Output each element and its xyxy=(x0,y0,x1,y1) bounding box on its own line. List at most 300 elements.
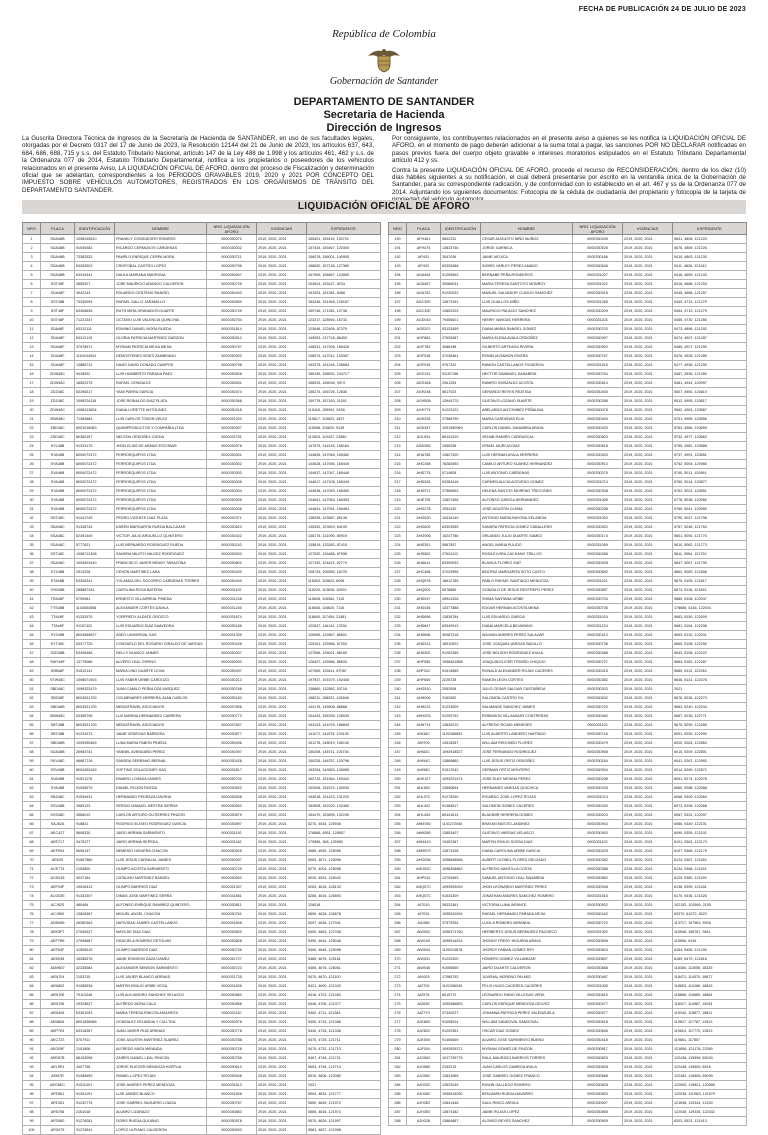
table-cell: SYA48B xyxy=(41,784,75,793)
table-cell: AHQ07C xyxy=(407,883,441,892)
table-cell: 112815, 110437, 23580 xyxy=(307,433,381,442)
table-cell: 144638, 147049, 165450 xyxy=(307,487,381,496)
table-cell: AGC32E xyxy=(407,298,441,307)
table-cell: 203 xyxy=(389,352,407,361)
table-row xyxy=(23,793,381,802)
table-cell: 7 xyxy=(23,289,41,298)
table-cell: AIW002 xyxy=(407,928,441,937)
table-cell: 63306341 xyxy=(75,577,115,586)
table-cell: 6087, 5331, 122097 xyxy=(673,811,747,820)
table-cell: 0000330618 xyxy=(573,1018,623,1027)
table-cell: AHG630 xyxy=(407,514,441,523)
table-cell: 245 xyxy=(389,730,407,739)
table-row xyxy=(23,1099,381,1108)
table-row xyxy=(23,658,381,667)
table-cell: 0000332817 xyxy=(207,766,257,775)
table-cell: 144617, 147108, 165449 xyxy=(307,478,381,487)
table-cell: 13515287 xyxy=(441,739,481,748)
table-cell: AGH508 xyxy=(407,397,441,406)
table-cell: 91534309 xyxy=(441,892,481,901)
table-cell: 192 xyxy=(389,253,407,262)
table-cell: 2 xyxy=(23,244,41,253)
table-cell: SYA48B xyxy=(41,478,75,487)
table-cell: 2019, 2020, 2021 xyxy=(623,1027,673,1036)
table-row xyxy=(23,316,381,325)
table-cell: AIW031 xyxy=(407,955,441,964)
table-cell: AHL37C xyxy=(407,793,441,802)
table-cell: AGA467 xyxy=(407,280,441,289)
table-cell: 9 xyxy=(23,307,41,316)
table-cell: 208 xyxy=(389,397,407,406)
table-row xyxy=(23,424,381,433)
table-row xyxy=(389,343,747,352)
table-cell: JOSE NELSON RODRIGUEZ AYALA xyxy=(481,649,573,658)
table-cell: 125055, 122567, 85601 xyxy=(307,631,381,640)
table-row xyxy=(23,352,381,361)
table-cell: 0000330397 xyxy=(207,856,257,865)
table-cell: 67 xyxy=(23,829,41,838)
table-row xyxy=(23,406,381,415)
table-cell: 0000330831 xyxy=(207,379,257,388)
table-cell: SSA48C xyxy=(41,541,75,550)
table-cell: 5570, 4828, 121997 xyxy=(307,1117,381,1126)
table-cell: 0000330948 xyxy=(573,883,623,892)
table-cell: 4 xyxy=(23,262,41,271)
table-cell: 0000332371 xyxy=(207,514,257,523)
table-cell: 2019, 2020, 2021 xyxy=(257,460,307,469)
table-cell: EDWING DANIEL MORA RUEDA xyxy=(115,325,207,334)
table-cell: 24 xyxy=(23,442,41,451)
table-row xyxy=(389,937,747,946)
table-cell: ERNESTO VILLARREAL PINEDA xyxy=(115,595,207,604)
table-row xyxy=(23,532,381,541)
table-cell: ALFREDO MATA MIRANDA xyxy=(115,1045,207,1054)
table-cell: 0000331110 xyxy=(207,1009,257,1018)
table-cell: 202 xyxy=(389,343,407,352)
table-cell: AGH248 xyxy=(407,388,441,397)
table-cell: 18502375 xyxy=(75,379,115,388)
table-cell: LUIS BERNARDO RODRIGUEZ RUEDA xyxy=(115,541,207,550)
table-cell: 63385798 xyxy=(75,712,115,721)
column-header: IDENTIFICACIÓN xyxy=(441,223,481,235)
table-row xyxy=(389,613,747,622)
table-cell: 90 xyxy=(23,1036,41,1045)
table-row xyxy=(389,1054,747,1063)
table-row xyxy=(23,694,381,703)
table-cell: 234 xyxy=(389,631,407,640)
table-row xyxy=(389,883,747,892)
table-cell: 154018, 151423, 131220 xyxy=(307,793,381,802)
table-cell: 0000330978 xyxy=(207,1018,257,1027)
table-cell: 2019, 2020, 2021 xyxy=(257,478,307,487)
table-cell: AHG906 xyxy=(407,532,441,541)
table-cell: AEF094 xyxy=(41,847,75,856)
table-cell: 138860, 132582, 93718 xyxy=(307,685,381,694)
table-cell: 279 xyxy=(389,1036,407,1045)
table-cell: 2019, 2020, 2021 xyxy=(623,937,673,946)
table-row xyxy=(389,253,747,262)
table-cell: AHD896 xyxy=(407,613,441,622)
table-cell: 6203, 5521, 121913 xyxy=(673,1117,747,1126)
table-row xyxy=(389,523,747,532)
table-cell: 0000330304 xyxy=(207,487,257,496)
table-cell: 0000330764 xyxy=(573,370,623,379)
table-row xyxy=(389,352,747,361)
table-cell: 6010, 5209, 122801 xyxy=(673,748,747,757)
table-cell: AHM780 xyxy=(407,820,441,829)
table-cell: SKV48C xyxy=(41,757,75,766)
table-row xyxy=(23,460,381,469)
table-row xyxy=(23,856,381,865)
table-cell: 247 xyxy=(389,748,407,757)
table-cell: 0000330877 xyxy=(207,730,257,739)
table-row xyxy=(389,865,747,874)
table-cell: 2019, 2020, 2021 xyxy=(257,1099,307,1108)
table-cell: MIGUEL ANGEL CHACON xyxy=(115,910,207,919)
table-cell: 2019, 2020, 2021 xyxy=(257,766,307,775)
table-cell: LOPEZ ULPIANO CALDERON xyxy=(115,1126,207,1135)
table-cell: 5776, 5038, 120980 xyxy=(673,496,747,505)
table-cell: CENON MARTINEZ LARA xyxy=(115,568,207,577)
table-cell: LUIS EDUARDO DIAZ SAAVEDRA xyxy=(115,622,207,631)
table-cell: 5445, 4688, 121257 xyxy=(673,289,747,298)
table-cell: 17085793 xyxy=(441,973,481,982)
table-cell: JAIRO ARRIMA SEPEDA xyxy=(115,838,207,847)
column-header: PLACA xyxy=(407,223,441,235)
table-cell: 162733, 151364, 153442 xyxy=(307,775,381,784)
table-cell: 26 xyxy=(23,460,41,469)
table-cell: JORGE ELIECER MENDOZA HORTUA xyxy=(115,1063,207,1072)
table-cell: CAROLINA ROSA BATERIA xyxy=(115,586,207,595)
table-cell: SERGIO MANUEL MESTRA SIERRA xyxy=(115,802,207,811)
table-cell: 91252285 xyxy=(441,649,481,658)
table-cell: 28 xyxy=(23,478,41,487)
table-cell: 1101272040 xyxy=(441,820,481,829)
table-cell: 136175, 131090, 80919 xyxy=(307,532,381,541)
table-cell: 2019, 2020, 2021 xyxy=(623,559,673,568)
table-cell: 2019, 2020, 2021 xyxy=(623,1081,673,1090)
table-cell: 5780, 5041, 120990 xyxy=(673,505,747,514)
table-cell: RAFAEL HERNANDO PARADA HEJIA xyxy=(481,910,573,919)
table-cell: 5811, 5064, 121792 xyxy=(673,550,747,559)
table-cell: 2019, 2020, 2021 xyxy=(257,1000,307,1009)
table-cell: 2019, 2020, 2021 xyxy=(623,694,673,703)
table-cell: LUIS HUMBERTO PARADA PAEZ xyxy=(115,370,207,379)
table-cell: 5790, 5047, 121798 xyxy=(673,514,747,523)
table-row xyxy=(23,1072,381,1081)
table-cell: 2019, 2020, 2021 xyxy=(623,532,673,541)
table-cell: 0000331095 xyxy=(573,496,623,505)
table-cell: 0000330943 xyxy=(573,820,623,829)
table-cell: ALFREDO MANTILLA COSTA xyxy=(481,865,573,874)
table-cell: 91056555 xyxy=(441,964,481,973)
table-row xyxy=(389,577,747,586)
table-cell: AEE87B xyxy=(41,1054,75,1063)
table-cell: 0000330754 xyxy=(207,316,257,325)
table-row xyxy=(23,1009,381,1018)
table-cell: 0000330862 xyxy=(573,874,623,883)
table-cell: 0000330422 xyxy=(207,532,257,541)
table-cell: 8000072472 xyxy=(75,469,115,478)
table-row xyxy=(389,289,747,298)
table-cell: 221 xyxy=(389,514,407,523)
table-cell: 286 xyxy=(389,1099,407,1108)
table-cell: 2054130 xyxy=(441,505,481,514)
table-cell: 0000330458 xyxy=(573,550,623,559)
table-cell: 0000330496 xyxy=(207,739,257,748)
table-cell: 77 xyxy=(23,919,41,928)
table-row xyxy=(389,748,747,757)
table-cell: 12 xyxy=(23,334,41,343)
table-cell: 0000330163 xyxy=(573,910,623,919)
table-row xyxy=(389,433,747,442)
table-row xyxy=(389,640,747,649)
table-cell: 2019, 2020, 2021 xyxy=(257,631,307,640)
table-cell: 0000330382 xyxy=(573,856,623,865)
table-cell: AHE705 xyxy=(407,496,441,505)
table-cell: 2019, 2020, 2021 xyxy=(623,856,673,865)
table-row xyxy=(23,478,381,487)
table-cell: 91512141 xyxy=(75,667,115,676)
table-cell: ACG02E xyxy=(41,892,75,901)
table-cell: 0000330720 xyxy=(573,703,623,712)
table-cell: 231 xyxy=(389,604,407,613)
table-cell: 2019, 2020, 2021 xyxy=(257,838,307,847)
table-row xyxy=(389,649,747,658)
table-cell: MARIA TERESA SANTOYO MONROY xyxy=(481,280,573,289)
table-header-row xyxy=(23,223,381,235)
table-row xyxy=(23,343,381,352)
table-row xyxy=(23,703,381,712)
table-cell: 92 xyxy=(23,1054,41,1063)
table-cell: 116003, 115623, 8008 xyxy=(307,577,381,586)
table-cell: 8003659627 xyxy=(75,631,115,640)
table-cell: AHG510 xyxy=(407,685,441,694)
table-cell: AFH461 xyxy=(407,235,441,244)
table-cell: 108734, 106289, 18725 xyxy=(307,568,381,577)
table-cell: 91220300 xyxy=(441,955,481,964)
table-cell: 2019, 2020, 2021 xyxy=(257,514,307,523)
table-row xyxy=(23,1126,381,1135)
table-cell: 91275290 xyxy=(441,793,481,802)
table-cell: 129101, 125986, 67353 xyxy=(307,640,381,649)
direccion-name: Dirección de Ingresos xyxy=(326,122,442,134)
table-cell: 0000330928 xyxy=(573,559,623,568)
table-cell: 216 xyxy=(389,469,407,478)
table-row xyxy=(389,244,747,253)
table-row xyxy=(389,766,747,775)
table-cell: 144176, 145908, 88868 xyxy=(307,703,381,712)
table-row xyxy=(23,415,381,424)
table-row xyxy=(23,766,381,775)
table-cell: GLORIA PATRICIA MARTINEZ GARZON xyxy=(115,334,207,343)
table-cell: 0000330405 xyxy=(573,388,623,397)
table-row xyxy=(23,487,381,496)
table-cell: 6090, 5355, 122101 xyxy=(673,829,747,838)
table-cell: 59 xyxy=(23,757,41,766)
table-cell: 2019, 2020, 2021 xyxy=(257,847,307,856)
table-cell: 0000330722 xyxy=(573,919,623,928)
table-cell: RODRIGO ELISEO RODRIGUEZ GARCIA xyxy=(115,820,207,829)
table-cell: 266 xyxy=(389,919,407,928)
table-cell: 235 xyxy=(389,640,407,649)
table-cell: AEM861 xyxy=(41,1018,75,1027)
table-cell: AFB708 xyxy=(41,1108,75,1117)
table-cell: NELSON ORDOÑEZ OJEDA xyxy=(115,433,207,442)
table-cell: 0000330525 xyxy=(207,847,257,856)
table-cell: 179585, 368, 125983 xyxy=(307,838,381,847)
table-cell: 116645, 116620, 7116 xyxy=(307,604,381,613)
table-cell: SANDRA MILETH VALDEZ RODRIGUEZ xyxy=(115,550,207,559)
table-row xyxy=(23,253,381,262)
table-cell: 1093909039 xyxy=(441,883,481,892)
table-cell: 0000330863 xyxy=(207,991,257,1000)
table-cell: 79113446 xyxy=(75,991,115,1000)
table-cell: 73 xyxy=(23,883,41,892)
table-cell: 2019, 2020, 2021 xyxy=(623,478,673,487)
table-cell: 13865880 xyxy=(441,757,481,766)
table-cell: 0000330303 xyxy=(207,469,257,478)
table-cell: 2019, 2020, 2021 xyxy=(623,685,673,694)
table-cell: 0000330078 xyxy=(573,406,623,415)
table-cell: 2019, 2020, 2021 xyxy=(623,433,673,442)
table-cell: 0000331102 xyxy=(573,721,623,730)
table-cell: 5477, 4936, 121290 xyxy=(673,361,747,370)
table-row xyxy=(23,586,381,595)
table-cell: COLMENARES HERRERA JUAN CARLOS xyxy=(115,694,207,703)
table-cell: 144645, 147046, 165462 xyxy=(307,451,381,460)
table-cell: 80360157 xyxy=(75,433,115,442)
table-cell: 89 xyxy=(23,1027,41,1036)
table-cell: 85 xyxy=(23,991,41,1000)
table-cell: 2019, 2020, 2021 xyxy=(623,946,673,955)
table-cell: JOAQUIN ELICER TRIVIÑO CHIQUIO xyxy=(481,658,573,667)
table-cell: 0000330828 xyxy=(207,370,257,379)
table-cell: 156078, 156001, 140955 xyxy=(307,253,381,262)
table-cell: AHI700 xyxy=(407,739,441,748)
table-cell: 242 xyxy=(389,703,407,712)
table-cell: 13775086 xyxy=(75,658,115,667)
table-cell: 2019, 2020, 2021 xyxy=(623,640,673,649)
table-cell: 249 xyxy=(389,766,407,775)
table-cell: SWY48F xyxy=(41,658,75,667)
table-cell: ROSA ELVIRA CACHANO TRILLOS xyxy=(481,550,573,559)
table-cell: 80 xyxy=(23,946,41,955)
table-cell: DIMAS JOSE MARTINEZ SERRA xyxy=(115,892,207,901)
table-cell: 5452, 4711, 121384 xyxy=(307,1009,381,1018)
table-cell: 0000330302 xyxy=(207,460,257,469)
table-cell: 0000330242 xyxy=(207,541,257,550)
table-cell: 152096, 151579, 130930 xyxy=(307,784,381,793)
table-cell: 0000330426 xyxy=(207,757,257,766)
table-cell: 2019, 2020, 2021 xyxy=(257,244,307,253)
table-cell: LUIS CARLOS TOBON VELEZ xyxy=(115,415,207,424)
table-cell: 6184, 5456, 121430 xyxy=(673,946,747,955)
table-cell: JOSE ELBY MEDINA PEREZ xyxy=(481,775,573,784)
table-cell: 2513228 xyxy=(75,568,115,577)
table-cell: 1093201474 xyxy=(441,775,481,784)
table-cell: 15247786 xyxy=(441,532,481,541)
table-cell: YAMI PARRA GARCIA xyxy=(115,388,207,397)
table-cell: OCTAVIO LUIS VALENCIA QUINCHIA xyxy=(115,316,207,325)
table-cell: 2019, 2020, 2021 xyxy=(623,613,673,622)
table-cell: 2019, 2020, 2021 xyxy=(257,1072,307,1081)
table-cell: 33 xyxy=(23,523,41,532)
table-cell: LUZ MARINA HERNANDEZ CABRERA xyxy=(115,712,207,721)
table-cell: 73330094 xyxy=(75,298,115,307)
table-cell: 2019, 2020, 2021 xyxy=(623,1108,673,1117)
table-row xyxy=(389,631,747,640)
table-cell: 91223122 xyxy=(441,406,481,415)
table-cell: 5510, 4806, 122080 xyxy=(307,1072,381,1081)
table-cell: STA48B xyxy=(41,577,75,586)
table-row xyxy=(23,748,381,757)
table-row xyxy=(389,559,747,568)
table-cell: 123217, 128946, 16733 xyxy=(307,316,381,325)
table-cell: 63396488 xyxy=(75,649,115,658)
table-cell: 2019, 2020, 2021 xyxy=(623,424,673,433)
table-row xyxy=(23,595,381,604)
table-cell: 37340227 xyxy=(441,1009,481,1018)
table-cell: 56 xyxy=(23,730,41,739)
table-row xyxy=(23,829,381,838)
table-cell: AIZ7Y0 xyxy=(407,1009,441,1018)
table-cell: 5740, 5011, 120991 xyxy=(673,469,747,478)
table-cell: BRAYAN MATOS LANDINEZ xyxy=(481,820,573,829)
table-cell: RAMON CASTELLANOS FIGUEROA xyxy=(481,361,573,370)
table-cell: 23 xyxy=(23,433,41,442)
table-cell: 2019, 2020, 2021 xyxy=(257,901,307,910)
table-cell: 2019, 2020, 2021 xyxy=(257,532,307,541)
table-cell: JAIME EDINSON DAZA GAMEZ xyxy=(115,955,207,964)
table-cell: BERNABE PEÑA RONDEROS xyxy=(481,271,573,280)
table-cell: 0000330443 xyxy=(207,289,257,298)
table-cell: 2019, 2020, 2021 xyxy=(623,883,673,892)
table-cell: 0000330307 xyxy=(207,424,257,433)
table-cell: ROMELIA RAMON RIVERA xyxy=(481,352,573,361)
table-cell: 62 xyxy=(23,784,41,793)
table-cell: 2019, 2020, 2021 xyxy=(623,244,673,253)
table-row xyxy=(23,739,381,748)
table-cell: 5263, 4616, 126133 xyxy=(307,883,381,892)
table-cell: 918821 xyxy=(75,820,115,829)
table-row xyxy=(23,928,381,937)
table-cell: 2019, 2020, 2021 xyxy=(623,568,673,577)
table-row xyxy=(23,469,381,478)
table-cell: 2019, 2020, 2021 xyxy=(257,820,307,829)
table-cell: HERIBERTO JESUS BERMUDEZ PACHECO xyxy=(481,928,573,937)
table-cell: 0000330495 xyxy=(573,235,623,244)
table-cell: SDA48C xyxy=(41,559,75,568)
table-cell: AHH2S0 xyxy=(407,712,441,721)
table-cell: 2019, 2020, 2021 xyxy=(623,838,673,847)
table-cell: 0000330386 xyxy=(573,865,623,874)
table-cell: PEDRO VICENTE DIAZ PLATA xyxy=(115,514,207,523)
table-row xyxy=(23,784,381,793)
table-cell: 0000330897 xyxy=(573,586,623,595)
table-cell: 213 xyxy=(389,442,407,451)
table-cell: 228 xyxy=(389,577,407,586)
table-cell: 270 xyxy=(389,955,407,964)
table-cell: AHF31C xyxy=(407,667,441,676)
table-cell: 259 xyxy=(389,856,407,865)
table-row xyxy=(23,325,381,334)
table-cell: 5641, 4806, 121220 xyxy=(673,235,747,244)
table-cell: 2019, 2020, 2021 xyxy=(623,991,673,1000)
table-cell: 38 xyxy=(23,568,41,577)
table-cell: DIANA MARCELA BEJARANO xyxy=(481,622,573,631)
table-cell: LEONARDO FABIO VILLEGAS VERA xyxy=(481,991,573,1000)
